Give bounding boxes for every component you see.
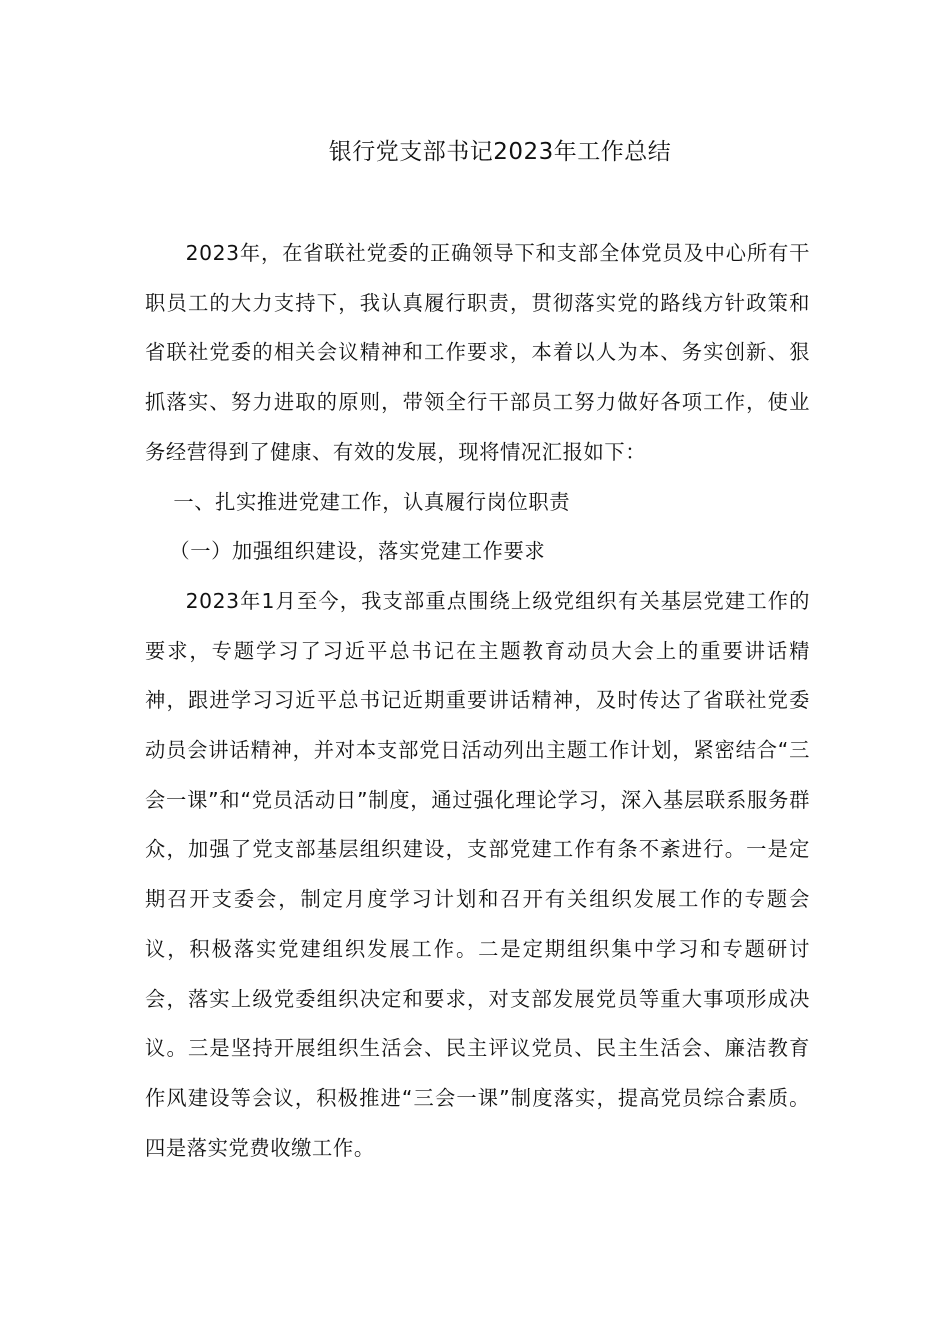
intro-paragraph: 2023年，在省联社党委的正确领导下和支部全体党员及中心所有干职员工的大力支持下，我认真履行职责，贯彻落实党的路线方针政策和省联社党委的相关会议精神和工作要求，本着以人为本、务实创新、狠抓落实、努力进取的原则，带领全行干部员工努力做好各项工作，使业务经营得到了健康、有效的发展，现将情况汇报如下： (145, 241, 810, 464)
title-container (0, 132, 950, 172)
document-body (145, 229, 810, 1173)
section-heading: 一、扎实推进党建工作，认真履行岗位职责 (173, 489, 571, 514)
subsection-paragraph: 2023年1月至今，我支部重点围绕上级党组织有关基层党建工作的要求，专题学习了习近平总书记在主题教育动员大会上的重要讲话精神，跟进学习习近平总书记近期重要讲话精神，及时传达了省联社党委动员会讲话精神，并对本支部党日活动列出主题工作计划，紧密结合“三会一课”和“党员活动日”制度，通过强化理论学习，深入基层联系服务群众，加强了党支部基层组织建设，支部党建工作有条不紊进行。一是定期召开支委会，制定月度学习计划和召开有关组织发展工作的专题会议，积极落实党建组织发展工作。二是定期组织集中学习和专题研讨会，落实上级党委组织决定和要求，对支部发展党员等重大事项形成决议。三是坚持开展组织生活会、民主评议党员、民主生活会、廉洁教育作风建设等会议，积极推进“三会一课”制度落实，提高党员综合素质。四是落实党费收缴工作。 (145, 588, 810, 1160)
document-title: 银行党支部书记2023年工作总结 (328, 139, 672, 165)
subsection-heading: （一）加强组织建设，落实党建工作要求 (169, 539, 546, 564)
